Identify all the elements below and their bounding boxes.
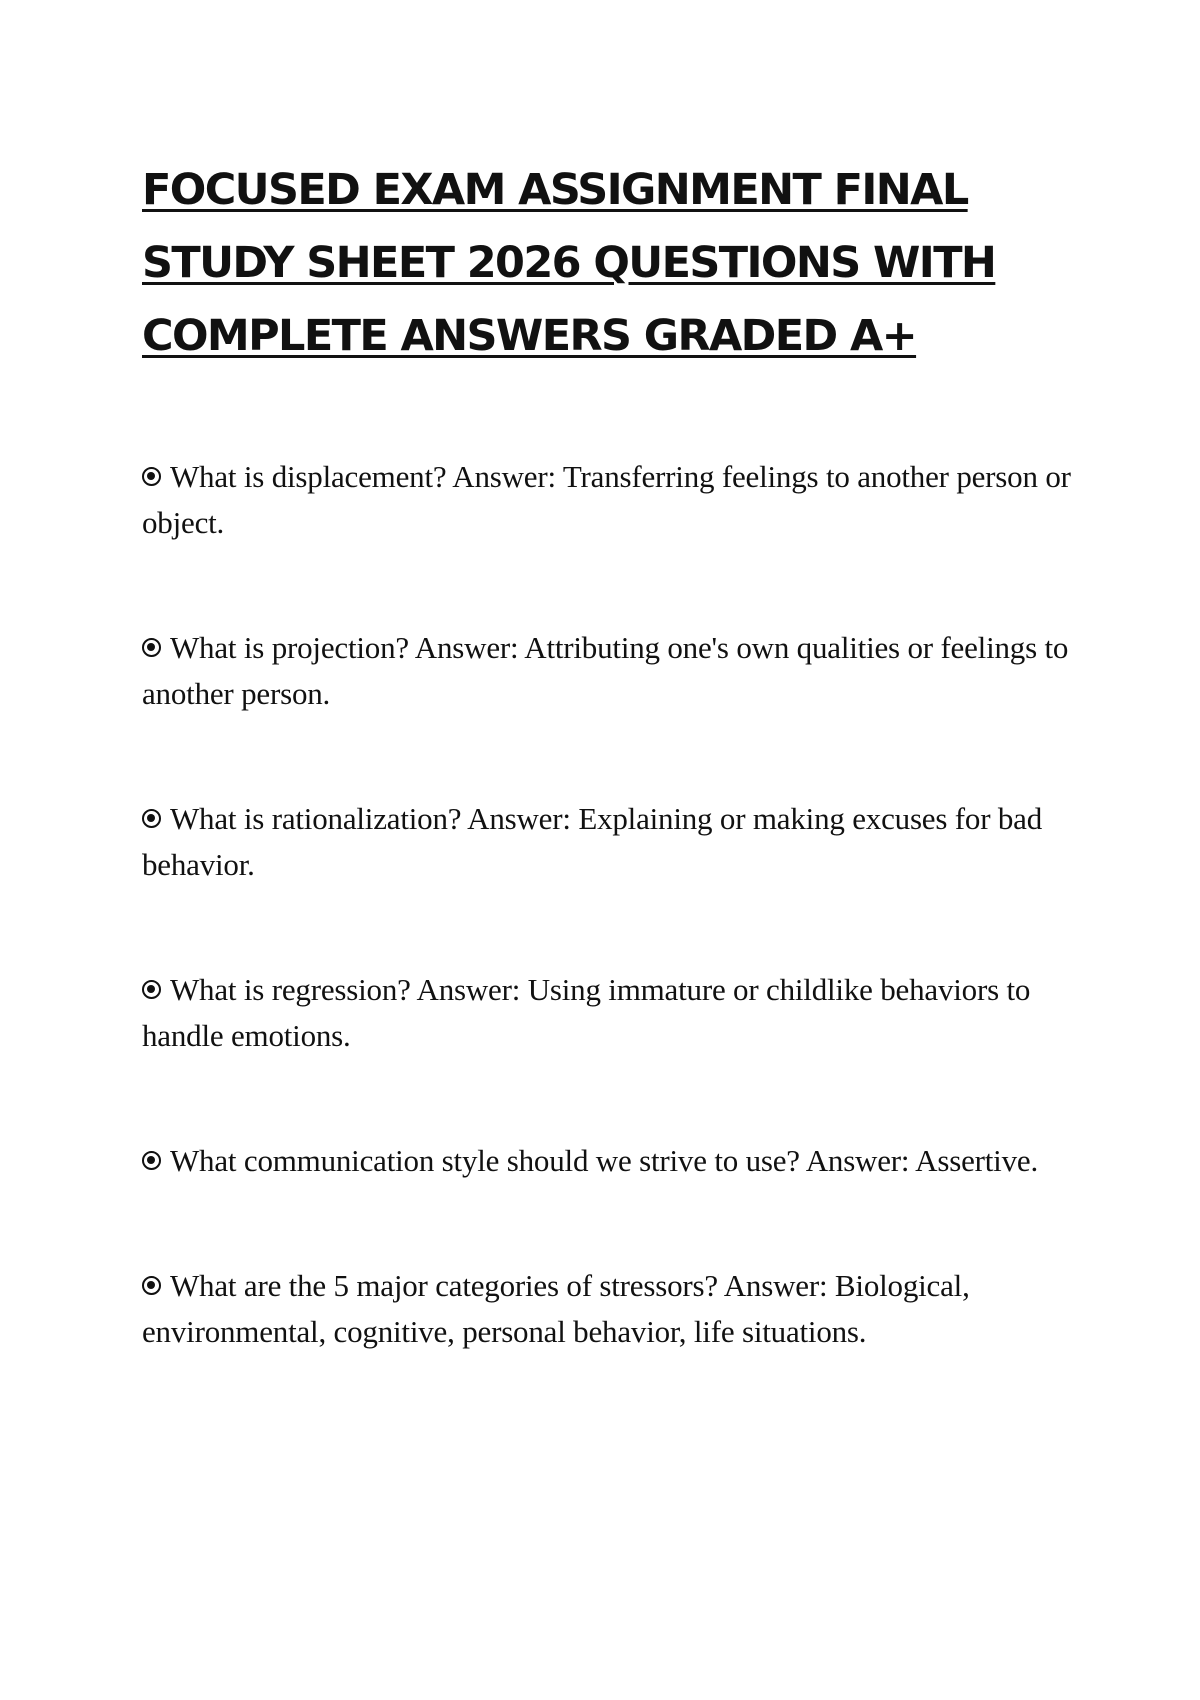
qa-text: What communication style should we strive to use? Answer: Assertive. [170,1143,1039,1178]
qa-item [142,1263,1072,1355]
fisheye-bullet-icon [142,638,161,657]
qa-item [142,454,1072,546]
fisheye-bullet-icon [142,980,161,999]
fisheye-bullet-icon [142,1276,161,1295]
qa-text: What is regression? Answer: Using immature or childlike behaviors to handle emotions. [142,972,1031,1053]
document-title: FOCUSED EXAM ASSIGNMENT FINAL STUDY SHEET 2026 QUESTIONS WITH COMPLETE ANSWERS GRADED A+ [142,165,996,361]
qa-text: What is displacement? Answer: Transferring feelings to another person or object. [142,459,1071,540]
qa-text: What are the 5 major categories of stressors? Answer: Biological, environmental, cognitive, personal behavior, life situations. [142,1268,970,1349]
qa-item [142,1138,1072,1184]
qa-list [142,454,1072,1434]
qa-item [142,796,1072,888]
fisheye-bullet-icon [142,1151,161,1170]
qa-text: What is rationalization? Answer: Explaining or making excuses for bad behavior. [142,801,1043,882]
qa-item [142,625,1072,717]
fisheye-bullet-icon [142,467,161,486]
qa-text: What is projection? Answer: Attributing one's own qualities or feelings to another person. [142,630,1069,711]
qa-item [142,967,1072,1059]
fisheye-bullet-icon [142,809,161,828]
